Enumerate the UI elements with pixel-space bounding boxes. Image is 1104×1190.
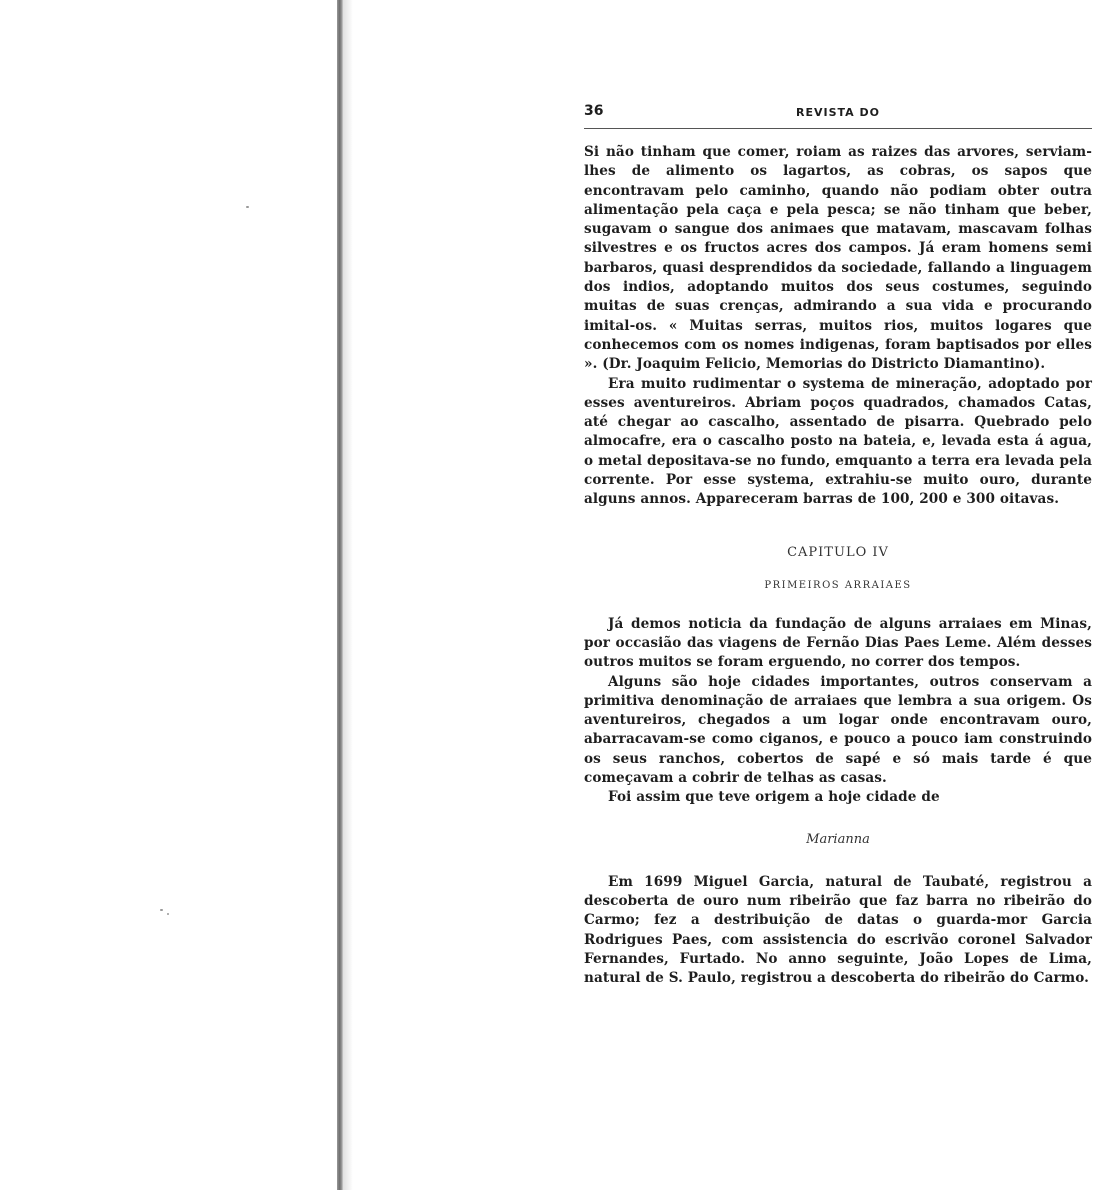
- chapter-title: CAPITULO IV: [787, 544, 889, 560]
- paragraph-1: Si não tinham que comer, roiam as raizes das arvores, serviam-lhes de alimento os lagartos, as cobras, os sapos que encontravam pelo caminho, quando não podiam obter outra alimentação pela caça e pela pesca; se não tinham que beber, sugavam o sangue dos animaes que matavam, mascavam folhas silvestres e os fructos acres dos campos. Já eram homens semi barbaros, quasi desprendidos da sociedade, fallando a linguagem dos indios, adoptando muitos dos seus costumes, seguindo muitas de suas crenças, admirando a sua vida e procurando imital-os. « Muitas serras, muitos rios, muitos logares que conhecemos com os nomes indigenas, foram baptisados por elles ». (Dr. Joaquim Felicio, Memorias do Districto Diamantino).: [584, 144, 1092, 373]
- paragraph-2: Era muito rudimentar o systema de mineração, adoptado por esses aventureiros. Abriam poços quadrados, chamados Catas, até chegar ao cascalho, assentado de pisarra. Quebrado pelo almocafre, era o cascalho posto na bateia, e, levada esta á agua, o metal depositava-se no fundo, emquanto a terra era levada pela corrente. Por esse systema, extrahiu-se muito ouro, durante alguns annos. Appareceram barras de 100, 200 e 300 oitavas.: [584, 375, 1092, 508]
- gutter-shadow: [343, 0, 353, 1190]
- place-heading: Marianna: [806, 831, 870, 847]
- header-rule: [584, 128, 1092, 129]
- paragraph-5: Foi assim que teve origem a hoje cidade de: [608, 789, 940, 806]
- paragraph-4: Alguns são hoje cidades importantes, outros conservam a primitiva denominação de arraiaes que lembra a sua origem. Os aventureiros, chegados a um logar onde encontravam ouro, abarracavam-se como ciganos, e pouco a pouco iam construindo os seus ranchos, cobertos de sapé e só mais tarde é que começavam a cobrir de telhas as casas.: [584, 673, 1092, 787]
- paper-speck: [167, 913, 169, 915]
- paragraph-3: Já demos noticia da fundação de alguns arraiaes em Minas, por occasião das viagens de Fernão Dias Paes Leme. Além desses outros muitos se foram erguendo, no correr dos tempos.: [584, 615, 1092, 671]
- section-title: PRIMEIROS ARRAIAES: [764, 579, 912, 591]
- running-head: [584, 100, 1092, 122]
- page-number: 36: [584, 103, 604, 119]
- running-title: REVISTA DO: [796, 106, 880, 119]
- paper-speck: [160, 909, 163, 911]
- paper-speck: [246, 206, 249, 208]
- paragraph-6: Em 1699 Miguel Garcia, natural de Taubaté, registrou a descoberta de ouro num ribeirão que faz barra no ribeirão do Carmo; fez a destribuição de datas o guarda-mor Garcia Rodrigues Paes, com assistencia do escrivão coronel Salvador Fernandes, Furtado. No anno seguinte, João Lopes de Lima, natural de S. Paulo, registrou a descoberta do ribeirão do Carmo.: [584, 873, 1092, 987]
- book-page: [584, 100, 1092, 988]
